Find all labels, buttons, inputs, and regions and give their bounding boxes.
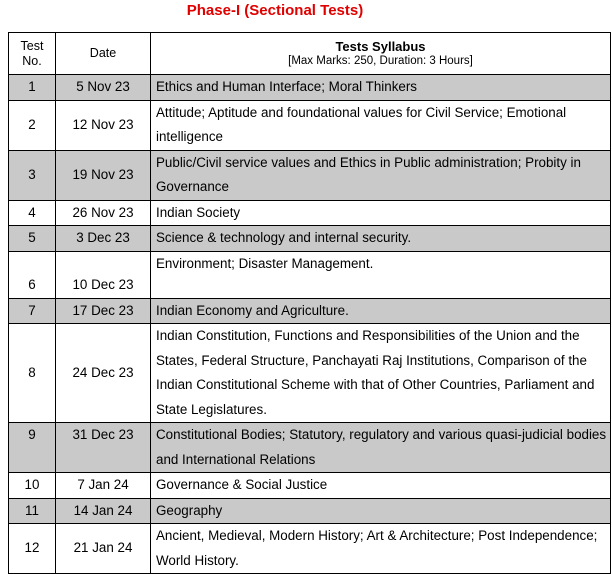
test-date-cell: 7 Jan 24 <box>56 473 151 499</box>
test-syllabus-cell: Indian Constitution, Functions and Responsibilities of the Union and the States, Federal Structure, Panchayati Raj Institutions, Comparison of the Indian Constitutional Scheme with that of Other Countries, Parliament and State Legislatures. <box>151 324 611 423</box>
table-row <box>9 423 611 473</box>
table-row <box>9 524 611 574</box>
header-syllabus-title: Tests Syllabus <box>335 38 426 54</box>
table-body <box>9 75 611 574</box>
test-syllabus-cell: Geography <box>151 498 611 524</box>
table-row <box>9 226 611 252</box>
test-syllabus-cell: Public/Civil service values and Ethics in Public administration; Probity in Governance <box>151 150 611 200</box>
test-date-cell: 21 Jan 24 <box>56 524 151 574</box>
test-syllabus-cell: Ethics and Human Interface; Moral Thinkers <box>151 75 611 101</box>
table-row <box>9 473 611 499</box>
test-date-cell: 14 Jan 24 <box>56 498 151 524</box>
test-number-cell: 10 <box>9 473 56 499</box>
test-date-cell: 31 Dec 23 <box>56 423 151 473</box>
test-syllabus-cell: Science & technology and internal security. <box>151 226 611 252</box>
test-syllabus-cell: Environment; Disaster Management. <box>151 251 611 298</box>
table-header-row <box>9 33 611 75</box>
test-syllabus-cell: Governance & Social Justice <box>151 473 611 499</box>
test-number-cell: 4 <box>9 200 56 226</box>
test-number-cell: 2 <box>9 100 56 150</box>
test-number-cell: 1 <box>9 75 56 101</box>
test-number-cell: 9 <box>9 423 56 473</box>
test-date-cell: 24 Dec 23 <box>56 324 151 423</box>
header-syllabus-subtitle: [Max Marks: 250, Duration: 3 Hours] <box>288 54 473 67</box>
table-row <box>9 498 611 524</box>
test-date-cell: 19 Nov 23 <box>56 150 151 200</box>
test-number-cell: 3 <box>9 150 56 200</box>
tests-table <box>8 32 611 574</box>
test-syllabus-cell: Indian Economy and Agriculture. <box>151 298 611 324</box>
test-syllabus-cell: Attitude; Aptitude and foundational values for Civil Service; Emotional intelligence <box>151 100 611 150</box>
page-title: Phase-I (Sectional Tests) <box>186 2 364 19</box>
test-date-cell: 3 Dec 23 <box>56 226 151 252</box>
test-date-cell: 5 Nov 23 <box>56 75 151 101</box>
test-number-cell: 5 <box>9 226 56 252</box>
test-number-cell: 6 <box>9 251 56 298</box>
table-row <box>9 100 611 150</box>
table-row <box>9 324 611 423</box>
table-row <box>9 75 611 101</box>
header-date: Date <box>56 33 151 75</box>
test-number-cell: 7 <box>9 298 56 324</box>
table-row <box>9 298 611 324</box>
test-syllabus-cell: Indian Society <box>151 200 611 226</box>
test-date-cell: 17 Dec 23 <box>56 298 151 324</box>
table-row <box>9 251 611 298</box>
table-row <box>9 150 611 200</box>
test-number-cell: 12 <box>9 524 56 574</box>
test-syllabus-cell: Ancient, Medieval, Modern History; Art & Architecture; Post Independence; World History. <box>151 524 611 574</box>
header-test-no <box>9 33 56 75</box>
header-syllabus <box>151 33 611 75</box>
test-date-cell: 26 Nov 23 <box>56 200 151 226</box>
test-date-cell: 12 Nov 23 <box>56 100 151 150</box>
test-number-cell: 11 <box>9 498 56 524</box>
header-test-no-label: Test No. <box>20 38 44 68</box>
test-syllabus-cell: Constitutional Bodies; Statutory, regulatory and various quasi-judicial bodies and International Relations <box>151 423 611 473</box>
test-number-cell: 8 <box>9 324 56 423</box>
test-date-cell: 10 Dec 23 <box>56 251 151 298</box>
table-row <box>9 200 611 226</box>
